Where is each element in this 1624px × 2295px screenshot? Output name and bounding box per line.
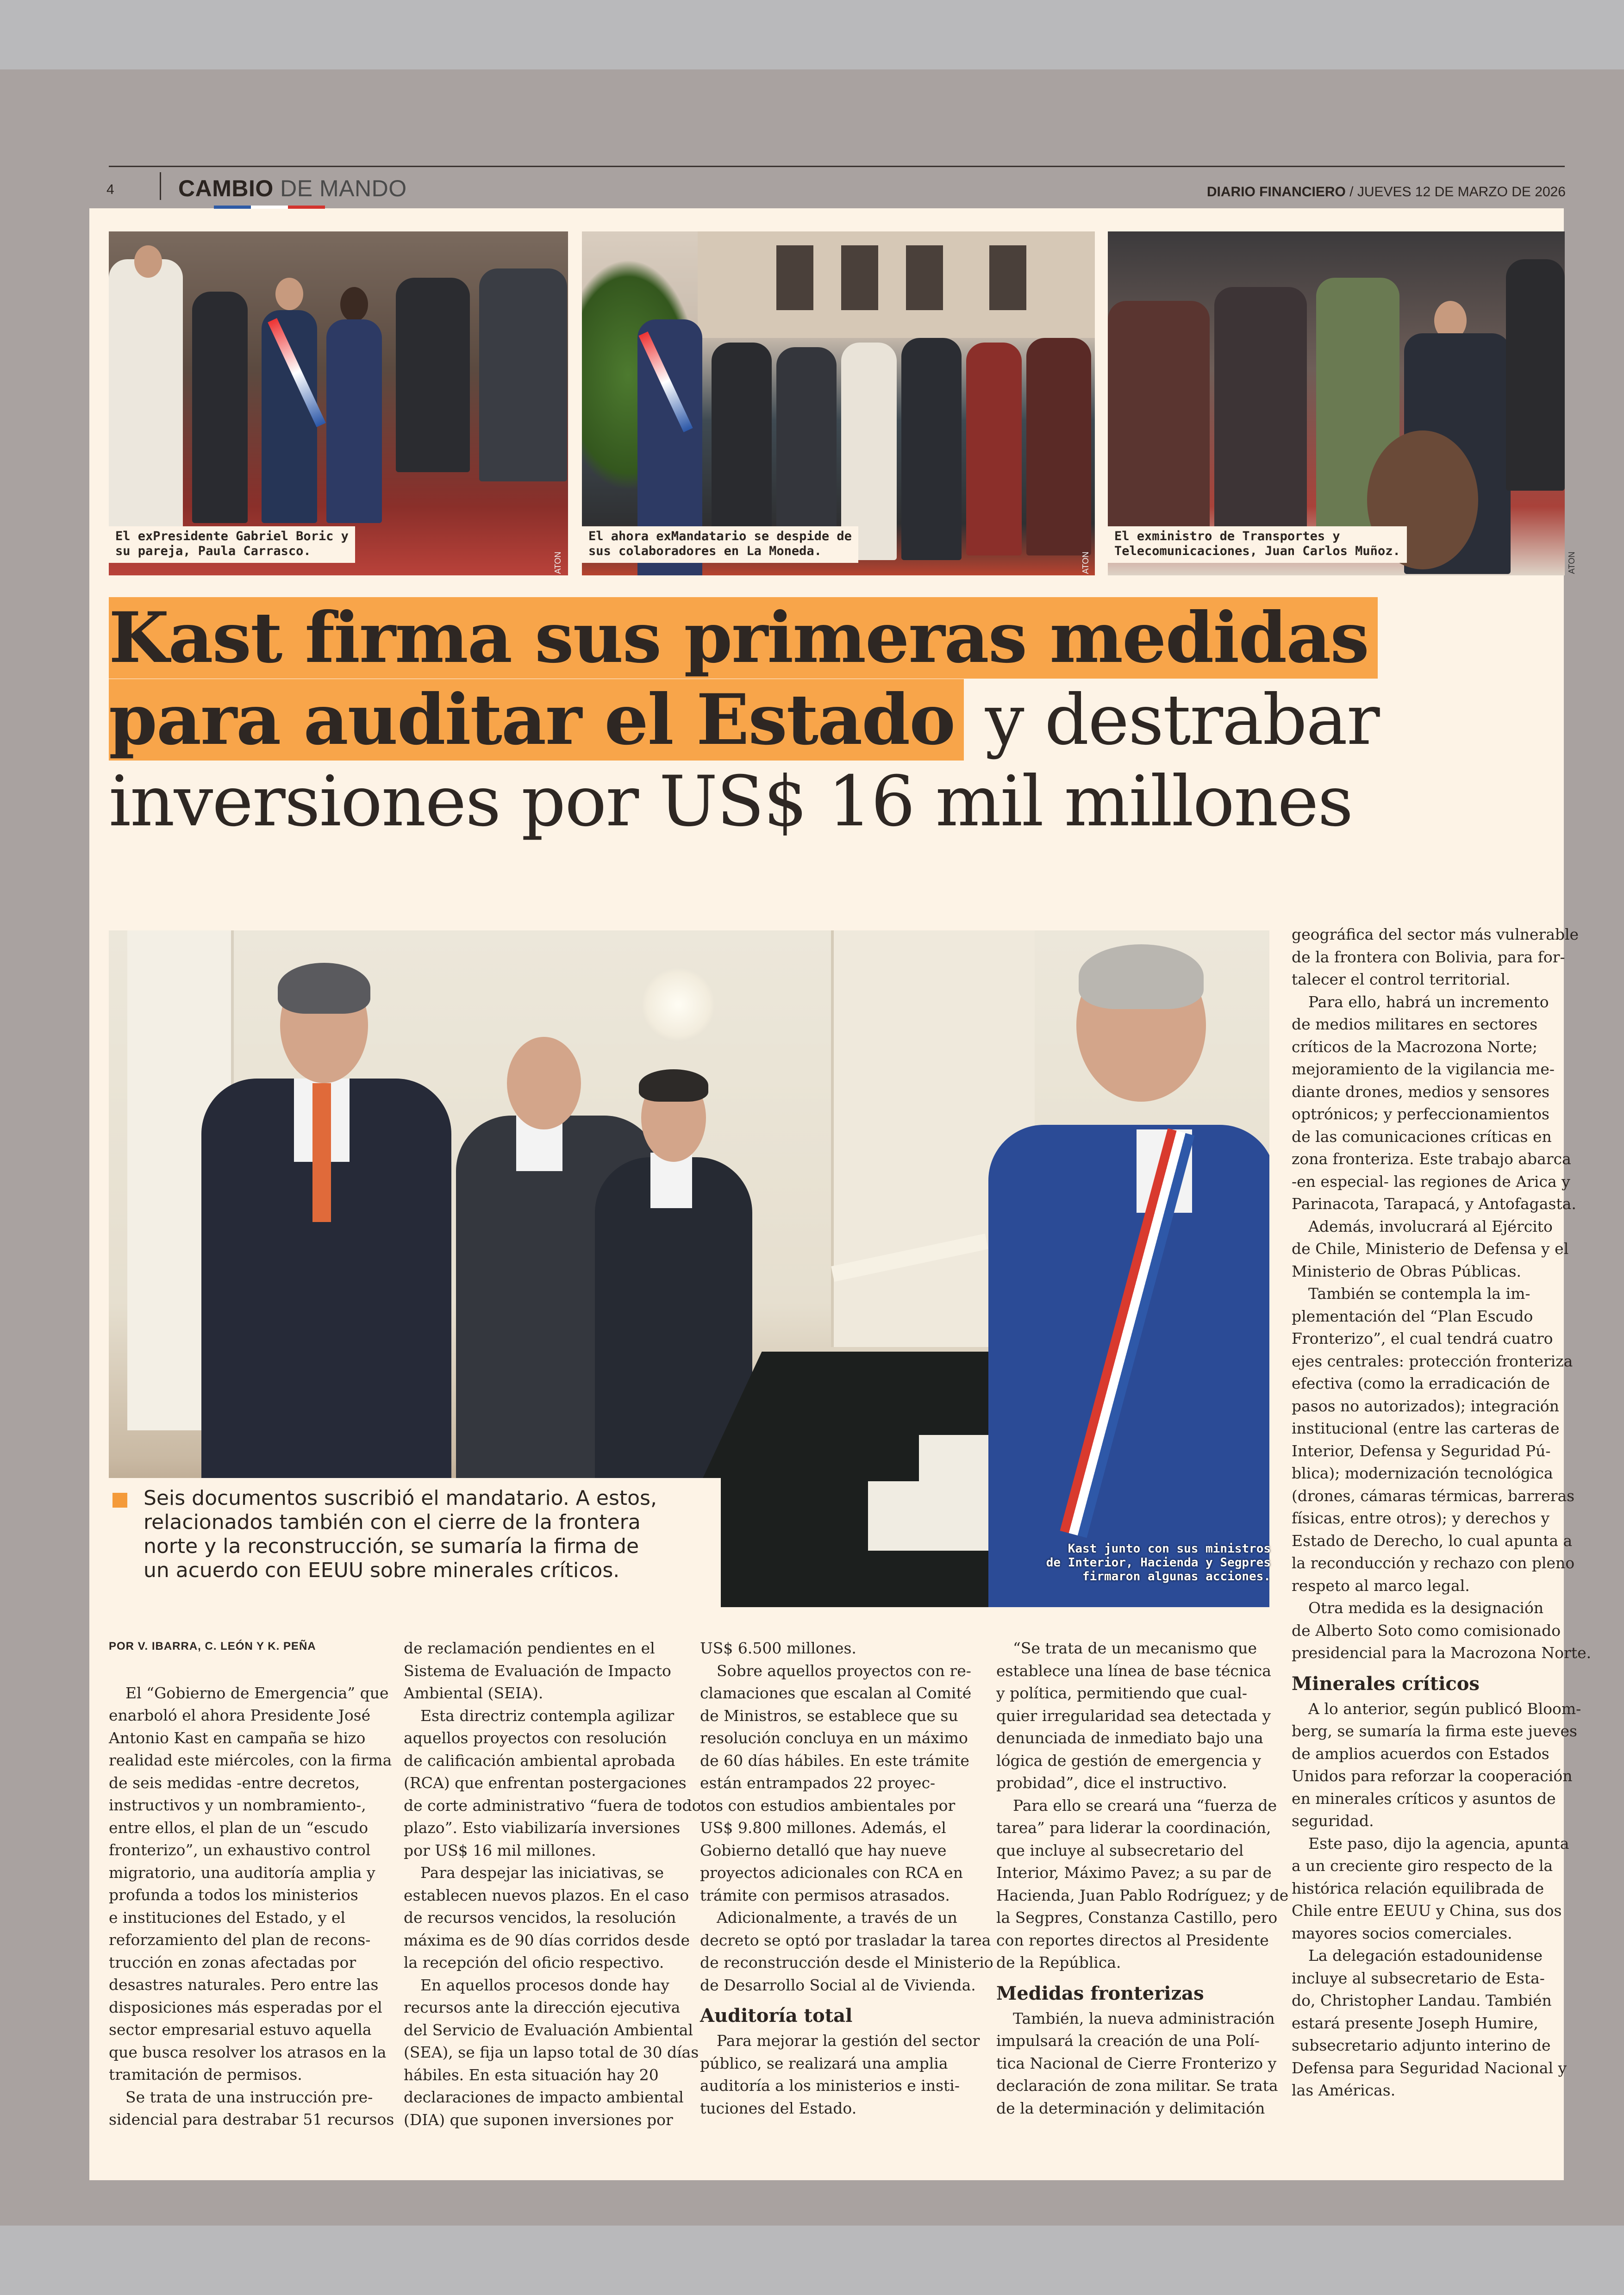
article-line: fronterizo”, un exhaustivo control [109,1841,371,1859]
article-line: sidencial para destrabar 51 recursos [109,2110,394,2128]
article-subheading: Minerales críticos [1292,1672,1480,1695]
article-line: Defensa para Seguridad Nacional y [1292,2058,1567,2077]
headline-highlight-2: para auditar el Estado [109,679,964,761]
article-line: A lo anterior, según publicó Bloom- [1308,1699,1581,1718]
article-line: Para ello, habrá un incremento [1308,992,1549,1011]
article-line: denunciada de inmediato bajo una [996,1729,1263,1747]
article-line: estará presente Joseph Humire, [1292,2014,1538,2032]
article-column-3 [700,1637,993,2120]
photo-la-moneda-farewell [582,231,1095,575]
article-line: plazo”. Esto viabilizaría inversiones [404,1819,681,1837]
article-line: enarboló el ahora Presidente José [109,1706,371,1724]
article-line: subsecretario adjunto interino de [1292,2036,1551,2054]
article-line: trucción en zonas afectadas por [109,1953,356,1971]
photo-boric-farewell [109,231,568,575]
photo-credit: ATON [1081,551,1090,574]
article-line: berg, se sumaría la firma este jueves [1292,1722,1577,1740]
article-line: geográfica del sector más vulnerable [1292,925,1579,943]
article-line: del Servicio de Evaluación Ambiental [404,2021,693,2039]
article-line: Ministerio de Obras Públicas. [1292,1262,1522,1280]
article-line: mayores socios comerciales. [1292,1924,1512,1942]
article-line: de medios militares en sectores [1292,1015,1538,1033]
article-line: probidad”, dice el instructivo. [996,1774,1227,1792]
article-line: Ambiental (SEIA). [404,1684,543,1702]
article-line: institucional (entre las carteras de [1292,1419,1560,1437]
article-line: efectiva (como la erradicación de [1292,1374,1550,1392]
article-line: críticos de la Macrozona Norte; [1292,1037,1537,1056]
article-line: Otra medida es la designación [1308,1599,1544,1617]
article-line: reforzamiento del plan de recons- [109,1931,371,1949]
article-line: (DIA) que suponen inversiones por [404,2110,673,2129]
article-line: profunda a todos los ministerios [109,1886,358,1904]
article-line: que busca resolver los atrasos en la [109,2043,387,2061]
article-line: declaración de zona militar. Se trata [996,2077,1278,2095]
article-line: resolución concluya en un máximo [700,1729,968,1747]
photo-credit: ATON [1567,551,1576,574]
article-line: de 60 días hábiles. En este trámite [700,1751,969,1770]
article-line: la Segpres, Constanza Castillo, pero [996,1908,1278,1927]
article-line: (SEA), se fija un lapso total de 30 días [404,2043,699,2061]
article-line: de reclamación pendientes en el [404,1639,655,1657]
article-line: talecer el control territorial. [1292,970,1511,988]
article-line: de Desarrollo Social al de Vivienda. [700,1976,976,1994]
article-line: Este paso, dijo la agencia, apunta [1308,1834,1569,1852]
article-line: histórica relación equilibrada de [1292,1879,1544,1897]
article-line: instructivos y un nombramiento-, [109,1796,366,1814]
article-line: Para mejorar la gestión del sector [717,2032,980,2050]
headline-rest-2: inversiones por US$ 16 mil millones [109,761,1353,842]
article-line: tramitación de permisos. [109,2065,302,2083]
article-line: sector empresarial estuvo aquella [109,2021,372,2039]
main-photo-caption: Seis documentos suscribió el mandatario. A estos, relacionados también con el cierre de la frontera norte y la reconstrucción, se sumaría la firma de un acuerdo con EEUU sobre minerales críticos. [109,1478,721,1608]
article-line: respeto al marco legal. [1292,1576,1470,1595]
article-line: y política, permitiendo que cual- [996,1684,1248,1702]
article-line: “Se trata de un mecanismo que [1013,1639,1257,1657]
article-line: Unidos para reforzar la cooperación [1292,1767,1573,1785]
article-line: de Chile, Ministerio de Defensa y el [1292,1240,1569,1258]
article-column-2 [404,1637,701,2131]
article-line: También, la nueva administración [1013,2009,1275,2027]
article-line: aquellos proyectos con resolución [404,1729,667,1747]
article-line: de calificación ambiental aprobada [404,1751,675,1770]
article-line: La delegación estadounidense [1308,1946,1543,1964]
article-column-4 [996,1637,1288,2120]
top-margin-band [0,0,1624,69]
photo-credit: ATON [553,551,562,574]
article-line: entre ellos, el plan de un “escudo [109,1818,369,1837]
byline: POR V. IBARRA, C. LEÓN Y K. PEÑA [109,1640,316,1653]
article-subheading: Medidas fronterizas [996,1982,1204,2004]
article-line: están entrampados 22 proyec- [700,1774,936,1792]
article-column-1 [109,1659,394,2131]
page-number: 4 [106,182,114,197]
photo-caption-1: El exPresidente Gabriel Boric y su pareja, Paula Carrasco. [109,526,355,563]
article-line: de reconstrucción desde el Ministerio [700,1953,993,1971]
article-column-5 [1292,923,1591,2102]
article-line: incluye al subsecretario de Esta- [1292,1969,1545,1987]
article-line: de corte administrativo “fuera de todo [404,1796,701,1815]
article-line: desastres naturales. Pero entre las [109,1976,379,1994]
article-line: pasos no autorizados); integración [1292,1397,1559,1415]
bottom-margin-band [0,2226,1624,2295]
article-line: de la frontera con Bolivia, para for- [1292,948,1565,966]
article-line: mejoramiento de la vigilancia me- [1292,1060,1555,1078]
article-line: las Américas. [1292,2081,1396,2099]
article-subheading: Auditoría total [700,2005,853,2027]
article-line: la recepción del oficio respectivo. [404,1953,664,1971]
article-line: Interior, Máximo Pavez; a su par de [996,1864,1272,1882]
article-line: Sistema de Evaluación de Impacto [404,1661,671,1680]
headline-rest-1: y destrabar [964,680,1379,761]
article-line: realidad este miércoles, con la firma [109,1751,392,1769]
headline [109,597,1498,842]
article-line: disposiciones más esperadas por el [109,1998,382,2016]
caption-bullet-icon [112,1493,127,1508]
article-line: de recursos vencidos, la resolución [404,1908,676,1927]
issue-date: / JUEVES 12 DE MARZO DE 2026 [1345,184,1566,200]
article-line: clamaciones que escalan al Comité [700,1684,972,1702]
photo-caption-3: El exministro de Transportes y Telecomunicaciones, Juan Carlos Muñoz. [1108,526,1407,563]
article-line: auditoría a los ministerios e insti- [700,2077,960,2095]
article-line: tuciones del Estado. [700,2099,857,2117]
article-line: establecen nuevos plazos. En el caso [404,1886,689,1904]
article-line: (RCA) que enfrentan postergaciones [404,1774,687,1792]
article-line: plementación del “Plan Escudo [1292,1307,1533,1325]
article-line: hábiles. En esta situación hay 20 [404,2065,659,2084]
article-line: por US$ 16 mil millones. [404,1841,596,1859]
article-line: US$ 6.500 millones. [700,1639,856,1657]
article-line: e instituciones del Estado, y el [109,1908,346,1927]
article-line: (drones, cámaras térmicas, barreras [1292,1486,1575,1505]
folio-separator [160,172,161,200]
article-line: Además, involucrará al Ejército [1308,1217,1553,1235]
article-line: Sobre aquellos proyectos con re- [717,1661,971,1680]
article-line: Hacienda, Juan Pablo Rodríguez; y de [996,1886,1289,1904]
article-line: proyectos adicionales con RCA en [700,1864,963,1882]
flag-color-bar [214,206,325,209]
article-line: tica Nacional de Cierre Fronterizo y [996,2054,1277,2072]
article-line: que incluye al subsecretario del [996,1841,1244,1859]
newspaper-name-date [1207,184,1566,200]
article-line: Chile entre EEUU y China, sus dos [1292,1902,1562,1920]
article-line: seguridad. [1292,1812,1374,1830]
article-line: ejes centrales: protección fronteriza [1292,1352,1573,1370]
main-photo-inset-caption: Kast junto con sus ministros de Interior, Hacienda y Segpres firmaron algunas acciones. [1046,1542,1271,1584]
newspaper-name: DIARIO FINANCIERO [1206,184,1346,200]
section-title [178,175,407,202]
article-line: Para despejar las iniciativas, se [420,1864,664,1882]
headline-highlight-1: Kast firma sus primeras medidas [109,597,1378,679]
section-title-main: CAMBIO [178,175,274,201]
article-line: de Alberto Soto como comisionado [1292,1621,1561,1640]
photo-caption-2: El ahora exMandatario se despide de sus colaboradores en La Moneda. [582,526,858,563]
article-line: Para ello se creará una “fuerza de [1013,1796,1277,1815]
section-title-accent: DE MANDO [280,175,407,201]
article-line: de seis medidas -entre decretos, [109,1773,360,1792]
article-line: impulsará la creación de una Polí- [996,2032,1260,2050]
article-line: la reconducción y rechazo con pleno [1292,1554,1575,1572]
article-line: de amplios acuerdos con Estados [1292,1744,1549,1763]
article-line: Antonio Kast en campaña se hizo [109,1728,366,1747]
article-line: Interior, Defensa y Seguridad Pú- [1292,1441,1551,1460]
article-line: do, Christopher Landau. También [1292,1991,1552,2009]
article-line: a un creciente giro respecto de la [1292,1857,1553,1875]
article-line: trámite con permisos atrasados. [700,1886,950,1904]
article-line: Estado de Derecho, lo cual apunta a [1292,1531,1573,1550]
article-line: establece una línea de base técnica [996,1661,1271,1680]
folio-rule [109,166,1565,167]
article-line: Parinacota, Tarapacá, y Antofagasta. [1292,1195,1576,1213]
article-line: quier irregularidad sea detectada y [996,1706,1271,1725]
article-line: optrónicos; y perfeccionamientos [1292,1105,1549,1123]
article-line: tos con estudios ambientales por [700,1796,956,1815]
article-line: zona fronteriza. Este trabajo abarca [1292,1150,1571,1168]
article-line: US$ 9.800 millones. Además, el [700,1819,946,1837]
article-line: físicas, entre otros); y derechos y [1292,1509,1550,1527]
article-line: público, se realizará una amplia [700,2054,948,2072]
article-line: de las comunicaciones críticas en [1292,1127,1552,1146]
article-line: También se contempla la im- [1308,1285,1530,1303]
article-line: declaraciones de impacto ambiental [404,2088,684,2106]
article-line: de la República. [996,1953,1121,1971]
article-line: presidencial para la Macrozona Norte. [1292,1644,1592,1662]
article-line: blica); modernización tecnológica [1292,1464,1553,1482]
article-line: El “Gobierno de Emergencia” que [125,1684,389,1702]
photo-munoz-farewell [1108,231,1565,575]
article-line: máxima es de 90 días corridos desde [404,1931,690,1949]
article-line: -en especial- las regiones de Arica y [1292,1172,1570,1191]
article-line: En aquellos procesos donde hay [420,1976,669,1994]
article-line: de la determinación y delimitación [996,2099,1265,2117]
article-line: Se trata de una instrucción pre- [125,2088,373,2106]
article-line: decreto se optó por trasladar la tarea [700,1931,991,1949]
article-line: lógica de gestión de emergencia y [996,1751,1261,1770]
article-line: Esta directriz contempla agilizar [420,1706,675,1725]
article-line [109,1659,394,1682]
article-line: en minerales críticos y asuntos de [1292,1789,1556,1808]
article-line: recursos ante la dirección ejecutiva [404,1998,681,2016]
article-line: Gobierno detalló que hay nueve [700,1841,947,1859]
article-line: migratorio, una auditoría amplia y [109,1863,375,1882]
article-line: de Ministros, se establece que su [700,1706,958,1725]
article-line: Adicionalmente, a través de un [717,1908,957,1927]
article-line: con reportes directos al Presidente [996,1931,1269,1949]
article-line: diante drones, medios y sensores [1292,1082,1550,1101]
article-line: tarea” para liderar la coordinación, [996,1819,1271,1837]
article-line: Fronterizo”, el cual tendrá cuatro [1292,1329,1553,1347]
